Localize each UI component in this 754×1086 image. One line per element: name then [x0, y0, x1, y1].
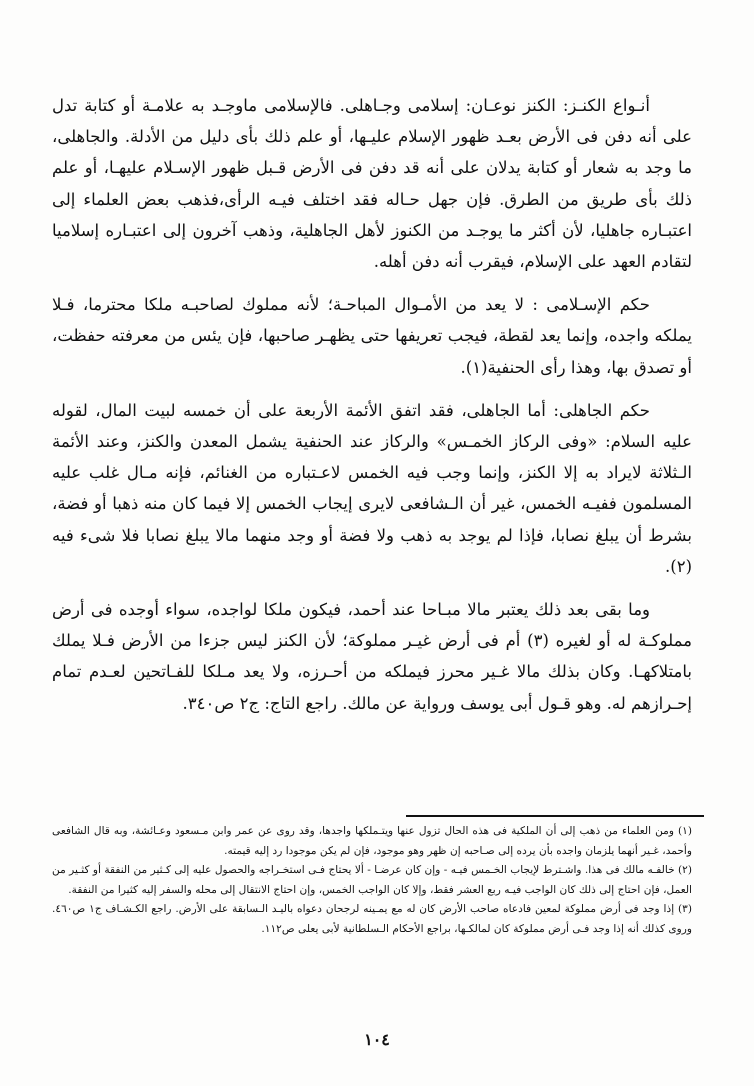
paragraph-pre-islamic-ruling: حكم الجاهلى: أما الجاهلى، فقد اتفق الأئمة الأربعة على أن خمسه لبيت المال، لقوله عليه السلام: «وفى الركاز الخمـس» والركاز عند الحنفية يشمل المعدن والكنز، وعند الأئمة الـثلاثة لايراد به إلا الكنز، وإنما وجب فيه الخمس لاعـتباره من الغنائم، فإنه مـال غلب عليه المسلمون ففيـه الخمس، غير أن الـشافعى لايرى إيجاب الخمس إلا فيما كان منه ذهبا أو فضة، بشرط أن يبلغ نصابا، فإذا لم يوجد به ذهب ولا فضة أو وجد منهما مالا يبلغ نصابا فلا شىء فيه (٢).	[52, 400, 692, 576]
footnote-2: (٢) خالفـه مالك فى هذا. واشـترط لإيجاب الخـمس فيـه - وإن كان عرضـا - ألا يحتاج فـى استخـراجه والحصول عليه إلى كـثير من النفقة أو كثـير من العمل، فإن احتاج إلى ذلك كان الواجب فيـه ربع العشر فقط، وإلا كان الواجب الخمس، وإن احتاج الانتقال إلى محله والسفر إليه كثيرا من النفقة.	[52, 864, 692, 896]
footnote-3: (٣) إذا وجد فى أرض مملوكة لمعين فادعاه صاحب الأرض كان له مع يمـينه لرجحان دعواه باليـد الـسابقة على الأرض. راجع الكـشـاف ج١ ص٤٦٠. وروى كذلك أنه إذا وجد فـى أرض مملوكة كان لمالكـها، براجع الأحكام الـسلطانية لأبى يعلى ص١١٢.	[52, 903, 692, 935]
footnotes	[52, 822, 692, 939]
paragraph-islamic-ruling: حكم الإسـلامى : لا يعد من الأمـوال المباحـة؛ لأنه مملوك لصاحبـه ملكا محترما، فـلا يملكه واجده، وإنما يعد لقطة، فيجب تعريفها حتى يظهـر صاحبها، فإن يئس من معرفته حفظت، أو تصدق بها، وهذا رأى الحنفية(١).	[52, 295, 692, 377]
footnote-1: (١) ومن العلماء من ذهب إلى أن الملكية فى هذه الحال تزول عنها ويتـملكها واجدها، وقد روى عن عمر وابن مـسعود وعـائشة، وبه قال الشافعى وأحمد، غـير أنهما يلزمان واجده بأن يرده إلى صـاحبه إن ظهر وهو موجود، فإن لم يكن موجودا رد إليه قيمته.	[52, 825, 692, 857]
paragraph-remainder: وما بقى بعد ذلك يعتبر مالا مبـاحا عند أحمد، فيكون ملكا لواجده، سواء أوجده فى أرض مملوكـة له أو لغيره (٣) أم فى أرض غيـر مملوكة؛ لأن الكنز ليس جزءا من الأرض فـلا يملك بامتلاكهـا. وكان بذلك مالا غـير محرز فيملكه من أحـرزه، ولا يعد مـلكا للفـاتحين لعـدم تمام إحـرازهم له. وهو قـول أبى يوسف ورواية عن مالك. راجع التاج: ج٢ ص٣٤٠.	[52, 600, 692, 713]
main-text	[52, 90, 692, 731]
page-number: ١٠٤	[364, 1030, 390, 1049]
paragraph-kinds-of-treasure: أنـواع الكنـز: الكنز نوعـان: إسلامى وجـاهلى. فالإسلامى ماوجـد به علامـة أو كتابة تدل على أنه دفن فى الأرض بعـد ظهور الإسلام عليـها، أو علم ذلك بأى دليل من الأدلة. والجاهلى، ما وجد به شعار أو كتابة يدلان على أنه قد دفن فى الأرض قـبل ظهور الإسـلام عليهـا، أو علم ذلك بأى طريق من الطرق. فإن جهل حـاله فقد اختلف فيـه الرأى،فذهب بعض العلماء إلى اعتبـاره جاهليا، لأن أكثر ما يوجـد من الكنوز لأهل الجاهلية، وذهب آخرون إلى اعتبـاره إسلاميا لتقادم العهد على الإسلام، فيقرب أنه دفن أهله.	[52, 96, 692, 272]
footnote-divider	[406, 815, 704, 817]
